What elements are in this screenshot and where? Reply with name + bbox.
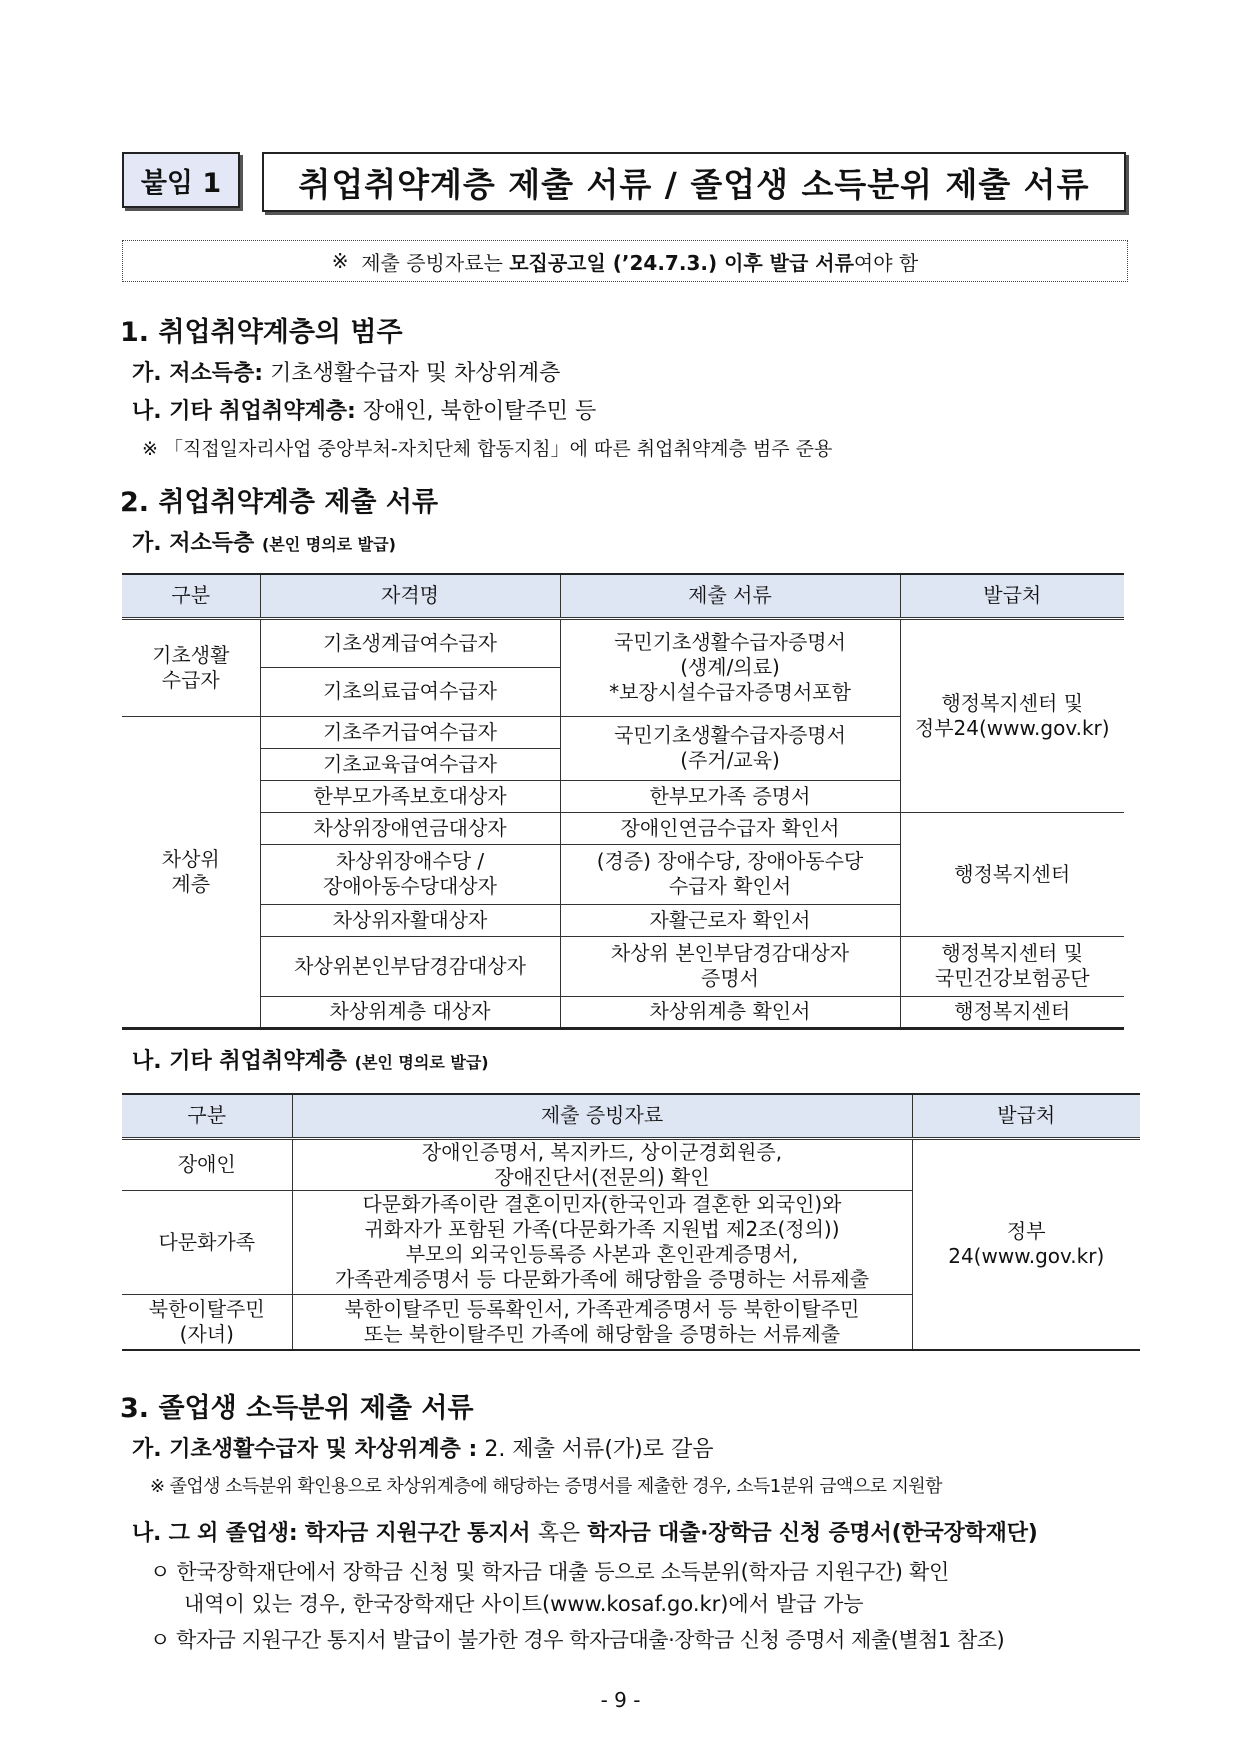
section1-item-b [132, 394, 596, 425]
section2-title: 2. 취업취약계층 제출 서류 [120, 487, 439, 518]
section2-sub-a [132, 526, 396, 557]
qualification-cell: 차상위본인부담경감대상자 [260, 936, 560, 996]
qualification-cell: 기초주거급여수급자 [260, 716, 560, 748]
section3-note: ※ 졸업생 소득분위 확인용으로 차상위계층에 해당하는 증명서를 제출한 경우, 소득1분위 금액으로 지원함 [150, 1476, 942, 1497]
notice-post: 여야 함 [853, 250, 919, 275]
table-row [122, 812, 1124, 844]
document-cell: 자활근로자 확인서 [560, 904, 900, 936]
section3-item-a [132, 1432, 713, 1463]
issuer-cell: 행정복지센터 및 정부24(www.gov.kr) [900, 618, 1124, 812]
document-cell: 국민기초생활수급자증명서 (생계/의료) *보장시설수급자증명서포함 [560, 618, 900, 716]
qualification-cell: 차상위자활대상자 [260, 904, 560, 936]
section3-item-b [132, 1516, 1038, 1547]
col-header-category: 구분 [122, 1094, 292, 1138]
section3-item-a-label: 가. 기초생활수급자 및 차상위계층 : [132, 1437, 478, 1462]
category-defector: 북한이탈주민 (자녀) [122, 1294, 292, 1350]
section2-sub-a-paren: (본인 명의로 발급) [261, 535, 396, 554]
section3-item-b-label: 나. 그 외 졸업생: 학자금 지원구간 통지서 [132, 1521, 531, 1546]
section3-title: 3. 졸업생 소득분위 제출 서류 [120, 1393, 474, 1424]
section1-item-a [132, 356, 560, 387]
document-cell: 장애인증명서, 복지카드, 상이군경회원증, 장애진단서(전문의) 확인 [292, 1138, 912, 1190]
section3-bullet1-line2: 내역이 있는 경우, 한국장학재단 사이트(www.kosaf.go.kr)에서 발급 가능 [184, 1592, 864, 1616]
notice-box [122, 240, 1128, 282]
page-title: 취업취약계층 제출 서류 / 졸업생 소득분위 제출 서류 [262, 152, 1126, 212]
table-row [122, 1138, 1140, 1190]
notice-mark: ※ [331, 249, 349, 273]
issuer-cell: 행정복지센터 [900, 812, 1124, 936]
col-header-documents: 제출 증빙자료 [292, 1094, 912, 1138]
section2-sub-b [132, 1044, 489, 1075]
col-header-qualification: 자격명 [260, 574, 560, 618]
section2-sub-b-paren: (본인 명의로 발급) [354, 1053, 489, 1072]
section1-item-a-label: 가. 저소득층: [132, 361, 264, 386]
document-cell: 한부모가족 증명서 [560, 780, 900, 812]
attachment-tag: 붙임 1 [122, 152, 240, 208]
section1-note: ※ 「직접일자리사업 중앙부처-자치단체 합동지침」에 따른 취업취약계층 범주 준용 [142, 438, 833, 460]
section1-title: 1. 취업취약계층의 범주 [120, 317, 403, 348]
section1-item-b-text: 장애인, 북한이탈주민 등 [362, 399, 597, 424]
category-disabled: 장애인 [122, 1138, 292, 1190]
section1-item-b-label: 나. 기타 취업취약계층: [132, 399, 356, 424]
document-cell: 차상위계층 확인서 [560, 996, 900, 1028]
document-cell: 장애인연금수급자 확인서 [560, 812, 900, 844]
document-cell: (경증) 장애수당, 장애아동수당 수급자 확인서 [560, 844, 900, 904]
section3-bullet2: ㅇ 학자금 지원구간 통지서 발급이 불가한 경우 학자금대출·장학금 신청 증명서 제출(별첨1 참조) [150, 1628, 1005, 1652]
page-number: - 9 - [600, 1688, 641, 1712]
category-near-poverty: 차상위 계층 [122, 716, 260, 1028]
qualification-cell: 기초의료급여수급자 [260, 667, 560, 716]
document-cell: 다문화가족이란 결혼이민자(한국인과 결혼한 외국인)와 귀화자가 포함된 가족(다문화가족 지원법 제2조(정의)) 부모의 외국인등록증 사본과 혼인관계증명서, 가족관계증명서 등 다문화가족에 해당함을 증명하는 서류제출 [292, 1190, 912, 1294]
section3-item-b-doc: 학자금 대출·장학금 신청 증명서(한국장학재단) [587, 1521, 1038, 1546]
col-header-issuer: 발급처 [900, 574, 1124, 618]
issuer-cell: 행정복지센터 및 국민건강보험공단 [900, 936, 1124, 996]
notice-pre: 제출 증빙자료는 [361, 250, 503, 275]
qualification-cell: 기초교육급여수급자 [260, 748, 560, 780]
issuer-cell: 행정복지센터 [900, 996, 1124, 1028]
qualification-cell: 차상위계층 대상자 [260, 996, 560, 1028]
issuer-cell: 정부 24(www.gov.kr) [912, 1138, 1140, 1350]
table-row [122, 996, 1124, 1028]
section2-sub-b-label: 나. 기타 취업취약계층 [132, 1049, 347, 1074]
table-header-row [122, 574, 1124, 618]
document-cell: 북한이탈주민 등록확인서, 가족관계증명서 등 북한이탈주민 또는 북한이탈주민 가족에 해당함을 증명하는 서류제출 [292, 1294, 912, 1350]
qualification-cell: 차상위장애연금대상자 [260, 812, 560, 844]
table-header-row [122, 1094, 1140, 1138]
qualification-cell: 차상위장애수당 / 장애아동수당대상자 [260, 844, 560, 904]
section3-item-b-mid: 혹은 [537, 1521, 580, 1546]
document-cell: 국민기초생활수급자증명서 (주거/교육) [560, 716, 900, 780]
section2-sub-a-label: 가. 저소득층 [132, 531, 255, 556]
section3-bullet1-line1: ㅇ 한국장학재단에서 장학금 신청 및 학자금 대출 등으로 소득분위(학자금 지원구간) 확인 [150, 1560, 950, 1584]
table-row [122, 936, 1124, 996]
col-header-category: 구분 [122, 574, 260, 618]
low-income-table [122, 573, 1124, 1030]
section1-item-a-text: 기초생활수급자 및 차상위계층 [270, 361, 561, 386]
col-header-issuer: 발급처 [912, 1094, 1140, 1138]
notice-bold: 모집공고일 (’24.7.3.) 이후 발급 서류 [509, 250, 854, 275]
col-header-documents: 제출 서류 [560, 574, 900, 618]
category-basic-livelihood: 기초생활 수급자 [122, 618, 260, 716]
document-cell: 차상위 본인부담경감대상자 증명서 [560, 936, 900, 996]
other-vulnerable-table [122, 1093, 1140, 1351]
qualification-cell: 기초생계급여수급자 [260, 618, 560, 667]
qualification-cell: 한부모가족보호대상자 [260, 780, 560, 812]
table-row [122, 618, 1124, 667]
category-multicultural: 다문화가족 [122, 1190, 292, 1294]
section3-item-a-text: 2. 제출 서류(가)로 갈음 [484, 1437, 714, 1462]
